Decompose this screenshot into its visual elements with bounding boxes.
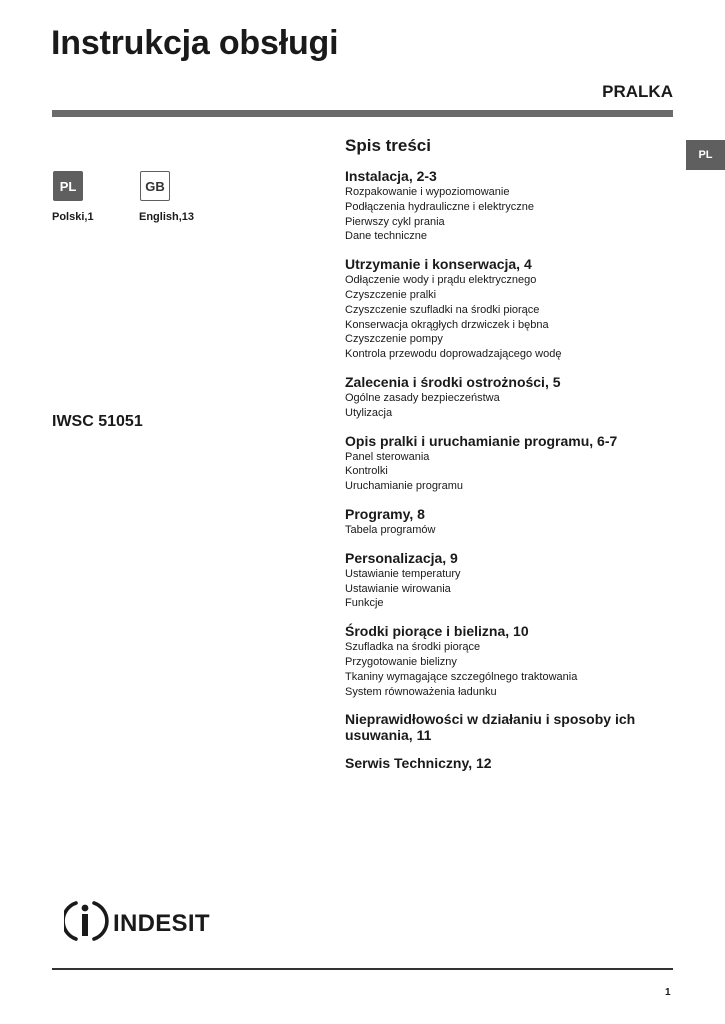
indesit-i-icon [64, 903, 107, 939]
toc-item[interactable]: Czyszczenie pralki [345, 288, 437, 301]
toc-item[interactable]: System równoważenia ładunku [345, 685, 497, 698]
toc-section [345, 755, 675, 771]
toc-item[interactable]: Przygotowanie bielizny [345, 655, 457, 668]
product-category: PRALKA [602, 82, 673, 101]
toc-section [345, 623, 675, 699]
toc-item[interactable]: Rozpakowanie i wypoziomowanie [345, 186, 510, 198]
toc-item[interactable]: Szufladka na środki piorące [345, 641, 481, 654]
toc-item[interactable]: Panel sterowania [345, 450, 430, 463]
page-number: 1 [665, 987, 671, 998]
toc-item[interactable]: Pierwszy cykl prania [345, 215, 445, 228]
toc-item[interactable]: Utylizacja [345, 406, 393, 419]
toc-heading: Spis treści [345, 136, 431, 155]
toc-item[interactable]: Kontrolki [345, 465, 388, 478]
toc-item[interactable]: Czyszczenie pompy [345, 333, 443, 346]
language-gb-box[interactable]: GB [140, 171, 170, 201]
toc-item[interactable]: Konserwacja okrągłych drzwiczek i bębna [345, 318, 549, 331]
toc-item[interactable]: Tabela programów [345, 523, 436, 536]
language-pl-box[interactable]: PL [53, 171, 83, 201]
toc-item[interactable]: Uruchamianie programu [345, 480, 463, 493]
language-gb-label: English,13 [139, 211, 195, 223]
document-title: Instrukcja obsługi [51, 24, 339, 62]
toc-section-title[interactable]: Środki piorące i bielizna, 10 [345, 623, 529, 640]
toc-section [345, 711, 675, 743]
toc-item[interactable]: Ogólne zasady bezpieczeństwa [345, 391, 500, 404]
table-of-contents [345, 136, 675, 783]
toc-section-title[interactable]: Zalecenia i środki ostrożności, 5 [345, 373, 561, 390]
language-pl-label: Polski,1 [52, 211, 94, 223]
toc-section-title[interactable]: Personalizacja, 9 [345, 549, 458, 566]
language-side-tab: PL [686, 140, 725, 170]
toc-section-title[interactable]: Utrzymanie i konserwacja, 4 [345, 256, 532, 273]
toc-item[interactable]: Kontrola przewodu doprowadzającego wodę [345, 348, 562, 361]
toc-sections [345, 168, 675, 771]
toc-section [345, 374, 675, 421]
toc-item[interactable]: Dane techniczne [345, 230, 427, 243]
toc-section-title[interactable]: Opis pralki i uruchamianie programu, 6-7 [345, 432, 618, 449]
toc-item[interactable]: Ustawianie wirowania [345, 582, 451, 595]
footer-rule [52, 968, 673, 970]
toc-item[interactable]: Funkcje [345, 597, 384, 610]
indesit-wordmark: INDESIT [113, 910, 210, 937]
toc-section [345, 256, 675, 362]
toc-item[interactable]: Ustawianie temperatury [345, 567, 461, 580]
toc-section [345, 168, 675, 244]
toc-section-title[interactable]: Serwis Techniczny, 12 [345, 755, 492, 772]
indesit-logo [64, 896, 244, 944]
toc-item[interactable]: Czyszczenie szufladki na środki piorące [345, 303, 540, 316]
toc-section [345, 433, 675, 494]
toc-section [345, 506, 675, 538]
toc-item[interactable]: Odłączenie wody i prądu elektrycznego [345, 274, 537, 287]
toc-section-title[interactable]: Instalacja, 2-3 [345, 168, 437, 184]
toc-section-title[interactable]: Programy, 8 [345, 505, 425, 522]
toc-section-title[interactable]: Nieprawidłowości w działaniu i sposoby ich usuwania, 11 [345, 711, 636, 744]
toc-section [345, 550, 675, 611]
toc-item[interactable]: Tkaniny wymagające szczególnego traktowania [345, 670, 578, 683]
toc-item[interactable]: Podłączenia hydrauliczne i elektryczne [345, 200, 534, 213]
header-bar [52, 110, 673, 117]
model-number: IWSC 51051 [52, 413, 143, 430]
